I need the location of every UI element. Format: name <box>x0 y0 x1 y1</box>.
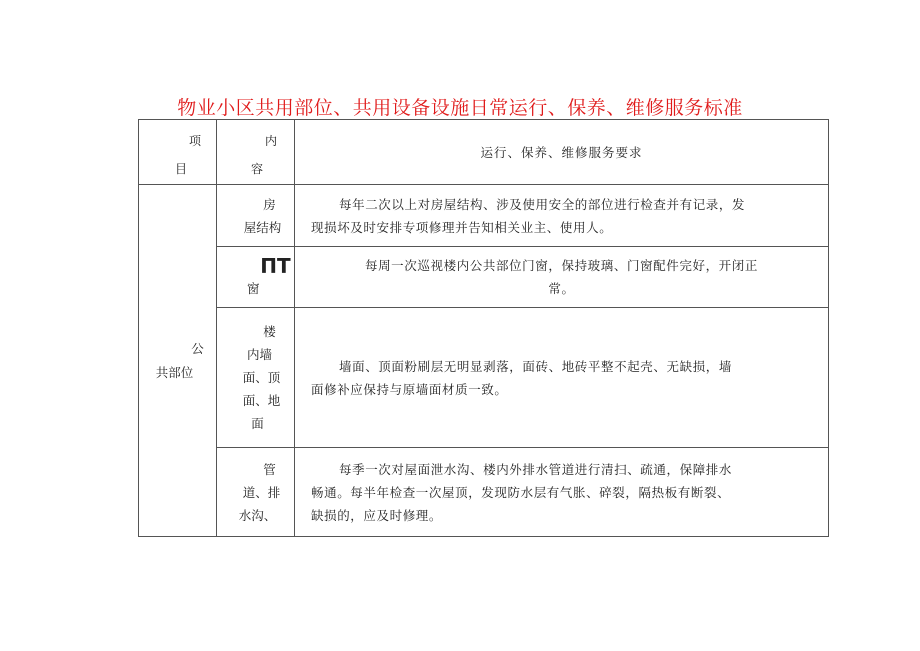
sub-item-cell <box>217 185 295 247</box>
category-line2: 共部位 <box>155 364 194 380</box>
sub-item-line: 房 <box>263 196 276 212</box>
sub-item-line: 道、排 <box>242 484 281 500</box>
requirement-line: 墙面、顶面粉刷层无明显剥落，面砖、地砖平整不起壳、无缺损，墙 <box>339 358 733 374</box>
header-item-line2: 目 <box>175 162 188 176</box>
requirement-line: 现损坏及时安排专项修理并告知相关业主、使用人。 <box>311 219 613 235</box>
sub-item-line: 内墙 <box>246 347 272 362</box>
sub-item-line: 屋结构 <box>243 219 282 235</box>
requirement-line: 缺损的，应及时修理。 <box>311 507 443 523</box>
header-content-line1: 内 <box>265 134 278 148</box>
sub-item-line: 水沟、 <box>238 507 277 523</box>
header-requirement-cell <box>295 120 829 185</box>
requirement-cell <box>295 448 829 537</box>
header-requirement: 运行、保养、维修服务要求 <box>480 145 643 160</box>
sub-item-cell <box>217 448 295 537</box>
sub-item-line: 面、顶 <box>242 370 281 385</box>
requirement-line: 面修补应保持与原墙面材质一致。 <box>311 381 508 397</box>
requirement-cell <box>295 247 829 308</box>
requirement-line: 每年二次以上对房屋结构、涉及使用安全的部位进行检查并有记录，发 <box>339 196 746 212</box>
requirement-line: 常。 <box>548 281 575 296</box>
requirement-cell <box>295 308 829 448</box>
sub-item-line: 面、地 <box>242 393 281 408</box>
category-cell <box>139 185 217 537</box>
document-title: 物业小区共用部位、共用设备设施日常运行、保养、维修服务标准 <box>177 97 743 119</box>
sub-item-cell <box>217 247 295 308</box>
sub-item-line: 楼 <box>263 324 276 339</box>
table-header-row <box>139 120 829 185</box>
door-symbol: ΠΤ <box>260 253 291 278</box>
header-item-cell <box>139 120 217 185</box>
service-standard-table <box>138 119 829 537</box>
sub-item-line: 窗 <box>247 280 260 296</box>
requirement-line: 畅通。每半年检查一次屋顶，发现防水层有气胀、碎裂，隔热板有断裂、 <box>311 484 731 500</box>
requirement-cell <box>295 185 829 247</box>
table-row <box>139 308 829 448</box>
table-row <box>139 185 829 247</box>
requirement-line: 每周一次巡视楼内公共部位门窗，保持玻璃、门窗配件完好，开闭正 <box>364 258 758 273</box>
header-content-line2: 容 <box>251 162 264 176</box>
category-line1: 公 <box>191 340 204 356</box>
sub-item-cell <box>217 308 295 448</box>
table-row <box>139 247 829 308</box>
header-content-cell <box>217 120 295 185</box>
sub-item-line: 面 <box>251 416 264 431</box>
sub-item-line: 管 <box>263 461 276 477</box>
requirement-line: 每季一次对屋面泄水沟、楼内外排水管道进行清扫、疏通，保障排水 <box>339 461 733 477</box>
table-row <box>139 448 829 537</box>
header-item-line1: 项 <box>189 134 202 148</box>
